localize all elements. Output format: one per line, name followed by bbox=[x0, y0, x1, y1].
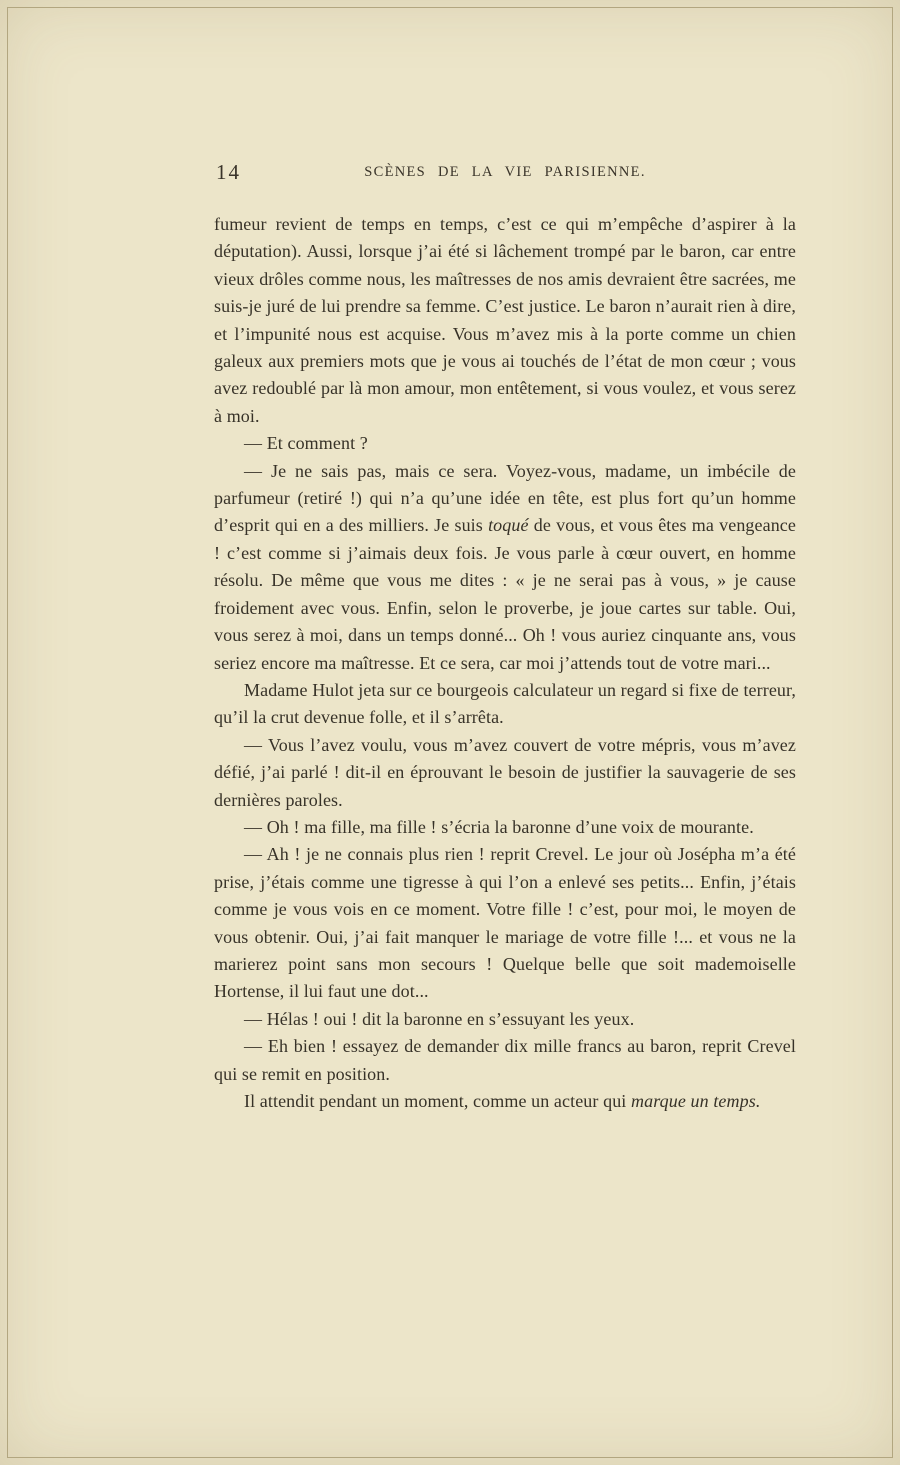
running-header: SCÈNES DE LA VIE PARISIENNE. bbox=[364, 164, 646, 180]
paragraph bbox=[214, 1033, 796, 1088]
text-run: — Hélas ! oui ! dit la baronne en s’essuyant les yeux. bbox=[244, 1008, 635, 1029]
italic-text-run: toqué bbox=[488, 515, 529, 536]
paragraph bbox=[214, 814, 796, 841]
text-block bbox=[214, 160, 796, 1115]
paragraph bbox=[214, 211, 796, 430]
paragraph bbox=[214, 1088, 796, 1115]
text-run: — Eh bien ! essayez de demander dix mille francs au baron, reprit Crevel qui se remit en position. bbox=[214, 1036, 796, 1084]
paragraph bbox=[214, 841, 796, 1005]
page-header bbox=[214, 160, 796, 200]
text-run: — Oh ! ma fille, ma fille ! s’écria la baronne d’une voix de mourante. bbox=[244, 816, 754, 837]
paragraph bbox=[214, 677, 796, 732]
text-run: — Ah ! je ne connais plus rien ! reprit Crevel. Le jour où Josépha m’a été prise, j’étais comme une tigresse à qui l’on a enlevé ses petits... Enfin, j’étais comme je vous vois en ce moment. Votre fille ! c’est, pour moi, le moyen de vous obtenir. Oui, j’ai fait manquer le mariage de votre fille !... et vous ne la marierez point sans mon secours ! Quelque belle que soit mademoiselle Hortense, il lui faut une dot... bbox=[214, 844, 796, 1002]
paragraph bbox=[214, 1006, 796, 1033]
text-run: — Vous l’avez voulu, vous m’avez couvert de votre mépris, vous m’avez défié, j’ai parlé ! dit-il en éprouvant le besoin de justifier la sauvagerie de ses dernières paroles. bbox=[214, 734, 796, 810]
paragraphs bbox=[214, 211, 796, 1115]
text-run: de vous, et vous êtes ma vengeance ! c’est comme si j’aimais deux fois. Je vous parle à cœur ouvert, en homme résolu. De même que vous me dites : « je ne serai pas à vous, » je cause froidement avec vous. Enfin, selon le proverbe, je joue cartes sur table. Oui, vous serez à moi, dans un temps donné... Oh ! vous auriez cinquante ans, vous seriez encore ma maîtresse. Et ce sera, car moi j’attends tout de votre mari... bbox=[214, 515, 796, 673]
text-run: Madame Hulot jeta sur ce bourgeois calculateur un regard si fixe de terreur, qu’il la crut devenue folle, et il s’arrêta. bbox=[214, 679, 796, 728]
paragraph bbox=[214, 430, 796, 457]
page-number: 14 bbox=[216, 160, 241, 184]
text-run: — Et comment ? bbox=[244, 433, 368, 454]
text-run: fumeur revient de temps en temps, c’est ce qui m’empêche d’aspirer à la députation). Aussi, lorsque j’ai été si lâchement trompé par le baron, car entre vieux drôles comme nous, les maîtresses de nos amis devraient être sacrées, me suis-je juré de lui prendre sa femme. C’est justice. Le baron n’aurait rien à dire, et l’impunité nous est acquise. Vous m’avez mis à la porte comme un chien galeux aux premiers mots que je vous ai touchés de l’état de mon cœur ; vous avez redoublé par là mon amour, mon entêtement, si vous voulez, et vous serez à moi. bbox=[214, 214, 796, 426]
italic-text-run: marque un temps. bbox=[631, 1091, 761, 1111]
text-run: — Je ne sais pas, mais ce sera. Voyez-vous, madame, un imbécile de parfumeur (retiré !) qui n’a qu’une idée en tête, est plus fort qu’un homme d’esprit qui en a des milliers. Je suis bbox=[214, 460, 796, 536]
text-run: Il attendit pendant un moment, comme un acteur qui bbox=[244, 1091, 631, 1111]
paragraph bbox=[214, 732, 796, 814]
paragraph bbox=[214, 458, 796, 677]
